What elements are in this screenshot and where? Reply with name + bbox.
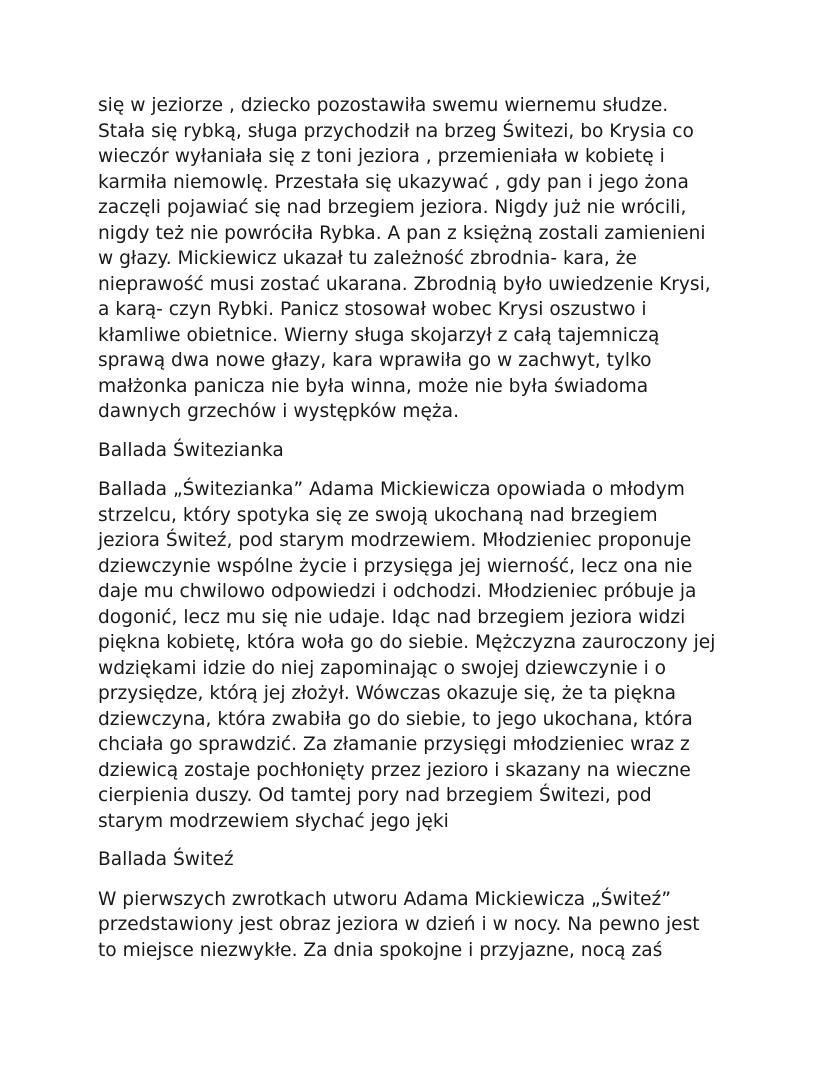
document-body	[98, 93, 738, 976]
text-line: w głazy. Mickiewicz ukazał tu zależność zbrodnia- kara, że	[98, 248, 637, 269]
heading-text: Ballada Świtezianka	[98, 439, 284, 461]
text-line: zaczęli pojawiać się nad brzegiem jeziora. Nigdy już nie wrócili,	[98, 197, 687, 218]
text-line: przysiędze, którą jej złożył. Wówczas okazuje się, że ta piękna	[98, 683, 676, 704]
paragraph-3	[98, 887, 738, 964]
text-line: strzelcu, który spotyka się ze swoją ukochaną nad brzegiem	[98, 504, 658, 526]
text-line: dogonić, lecz mu się nie udaje. Idąc nad brzegiem jeziora widzi	[98, 606, 686, 628]
text-line: wieczór wyłaniała się z toni jeziora , przemieniała w kobietę i	[98, 146, 665, 167]
text-line: dziewczyna, która zwabiła go do siebie, to jego ukochana, która	[98, 708, 693, 730]
text-line: dziewicą zostaje pochłonięty przez jezioro i skazany na wieczne	[98, 759, 691, 781]
heading-text: Ballada Świteź	[98, 849, 234, 870]
text-line: Ballada „Świtezianka” Adama Mickiewicza opowiada o młodym	[98, 479, 685, 500]
section-heading-switez	[98, 847, 738, 873]
text-line: jeziora Świteź, pod starym modrzewiem. Młodzieniec proponuje	[98, 530, 692, 551]
text-line: daje mu chwilowo odpowiedzi i odchodzi. Młodzieniec próbuje ja	[98, 581, 697, 602]
text-line: dawnych grzechów i występków męża.	[98, 401, 459, 422]
text-line: cierpienia duszy. Od tamtej pory nad brzegiem Świtezi, pod	[98, 785, 652, 806]
text-line: sprawą dwa nowe głazy, kara wprawiła go w zachwyt, tylko	[98, 350, 652, 371]
section-heading-switezianka	[98, 438, 738, 464]
text-line: się w jeziorze , dziecko pozostawiła swemu wiernemu słudze.	[98, 95, 669, 116]
text-line: karmiła niemowlę. Przestała się ukazywać , gdy pan i jego żona	[98, 171, 689, 193]
text-line: Stała się rybką, sługa przychodził na brzeg Świtezi, bo Krysia co	[98, 120, 694, 142]
text-line: małżonka panicza nie była winna, może nie była świadoma	[98, 375, 649, 397]
text-line: kłamliwe obietnice. Wierny sługa skojarzył z całą tajemniczą	[98, 324, 660, 346]
text-line: W pierwszych zwrotkach utworu Adama Mickiewicza „Świteź”	[98, 888, 671, 910]
text-line: wdziękami idzie do niej zapominając o swojej dziewczynie i o	[98, 657, 667, 679]
text-line: nieprawość musi zostać ukarana. Zbrodnią było uwiedzenie Krysi,	[98, 273, 711, 295]
text-line: a karą- czyn Rybki. Panicz stosował wobec Krysi oszustwo i	[98, 299, 647, 320]
text-line: dziewczynie wspólne życie i przysięga jej wierność, lecz ona nie	[98, 555, 693, 577]
text-line: przedstawiony jest obraz jeziora w dzień i w nocy. Na pewno jest	[98, 914, 700, 935]
text-line: starym modrzewiem słychać jego jęki	[98, 810, 449, 832]
text-line: nigdy też nie powróciła Rybka. A pan z księżną zostali zamienieni	[98, 222, 706, 244]
text-line: piękna kobietę, która woła go do siebie. Mężczyzna zauroczony jej	[98, 632, 716, 653]
paragraph-2	[98, 477, 738, 834]
paragraph-1	[98, 93, 738, 425]
text-line: chciała go sprawdzić. Za złamanie przysięgi młodzieniec wraz z	[98, 734, 690, 755]
text-line: to miejsce niezwykłe. Za dnia spokojne i przyjazne, nocą zaś	[98, 939, 663, 961]
